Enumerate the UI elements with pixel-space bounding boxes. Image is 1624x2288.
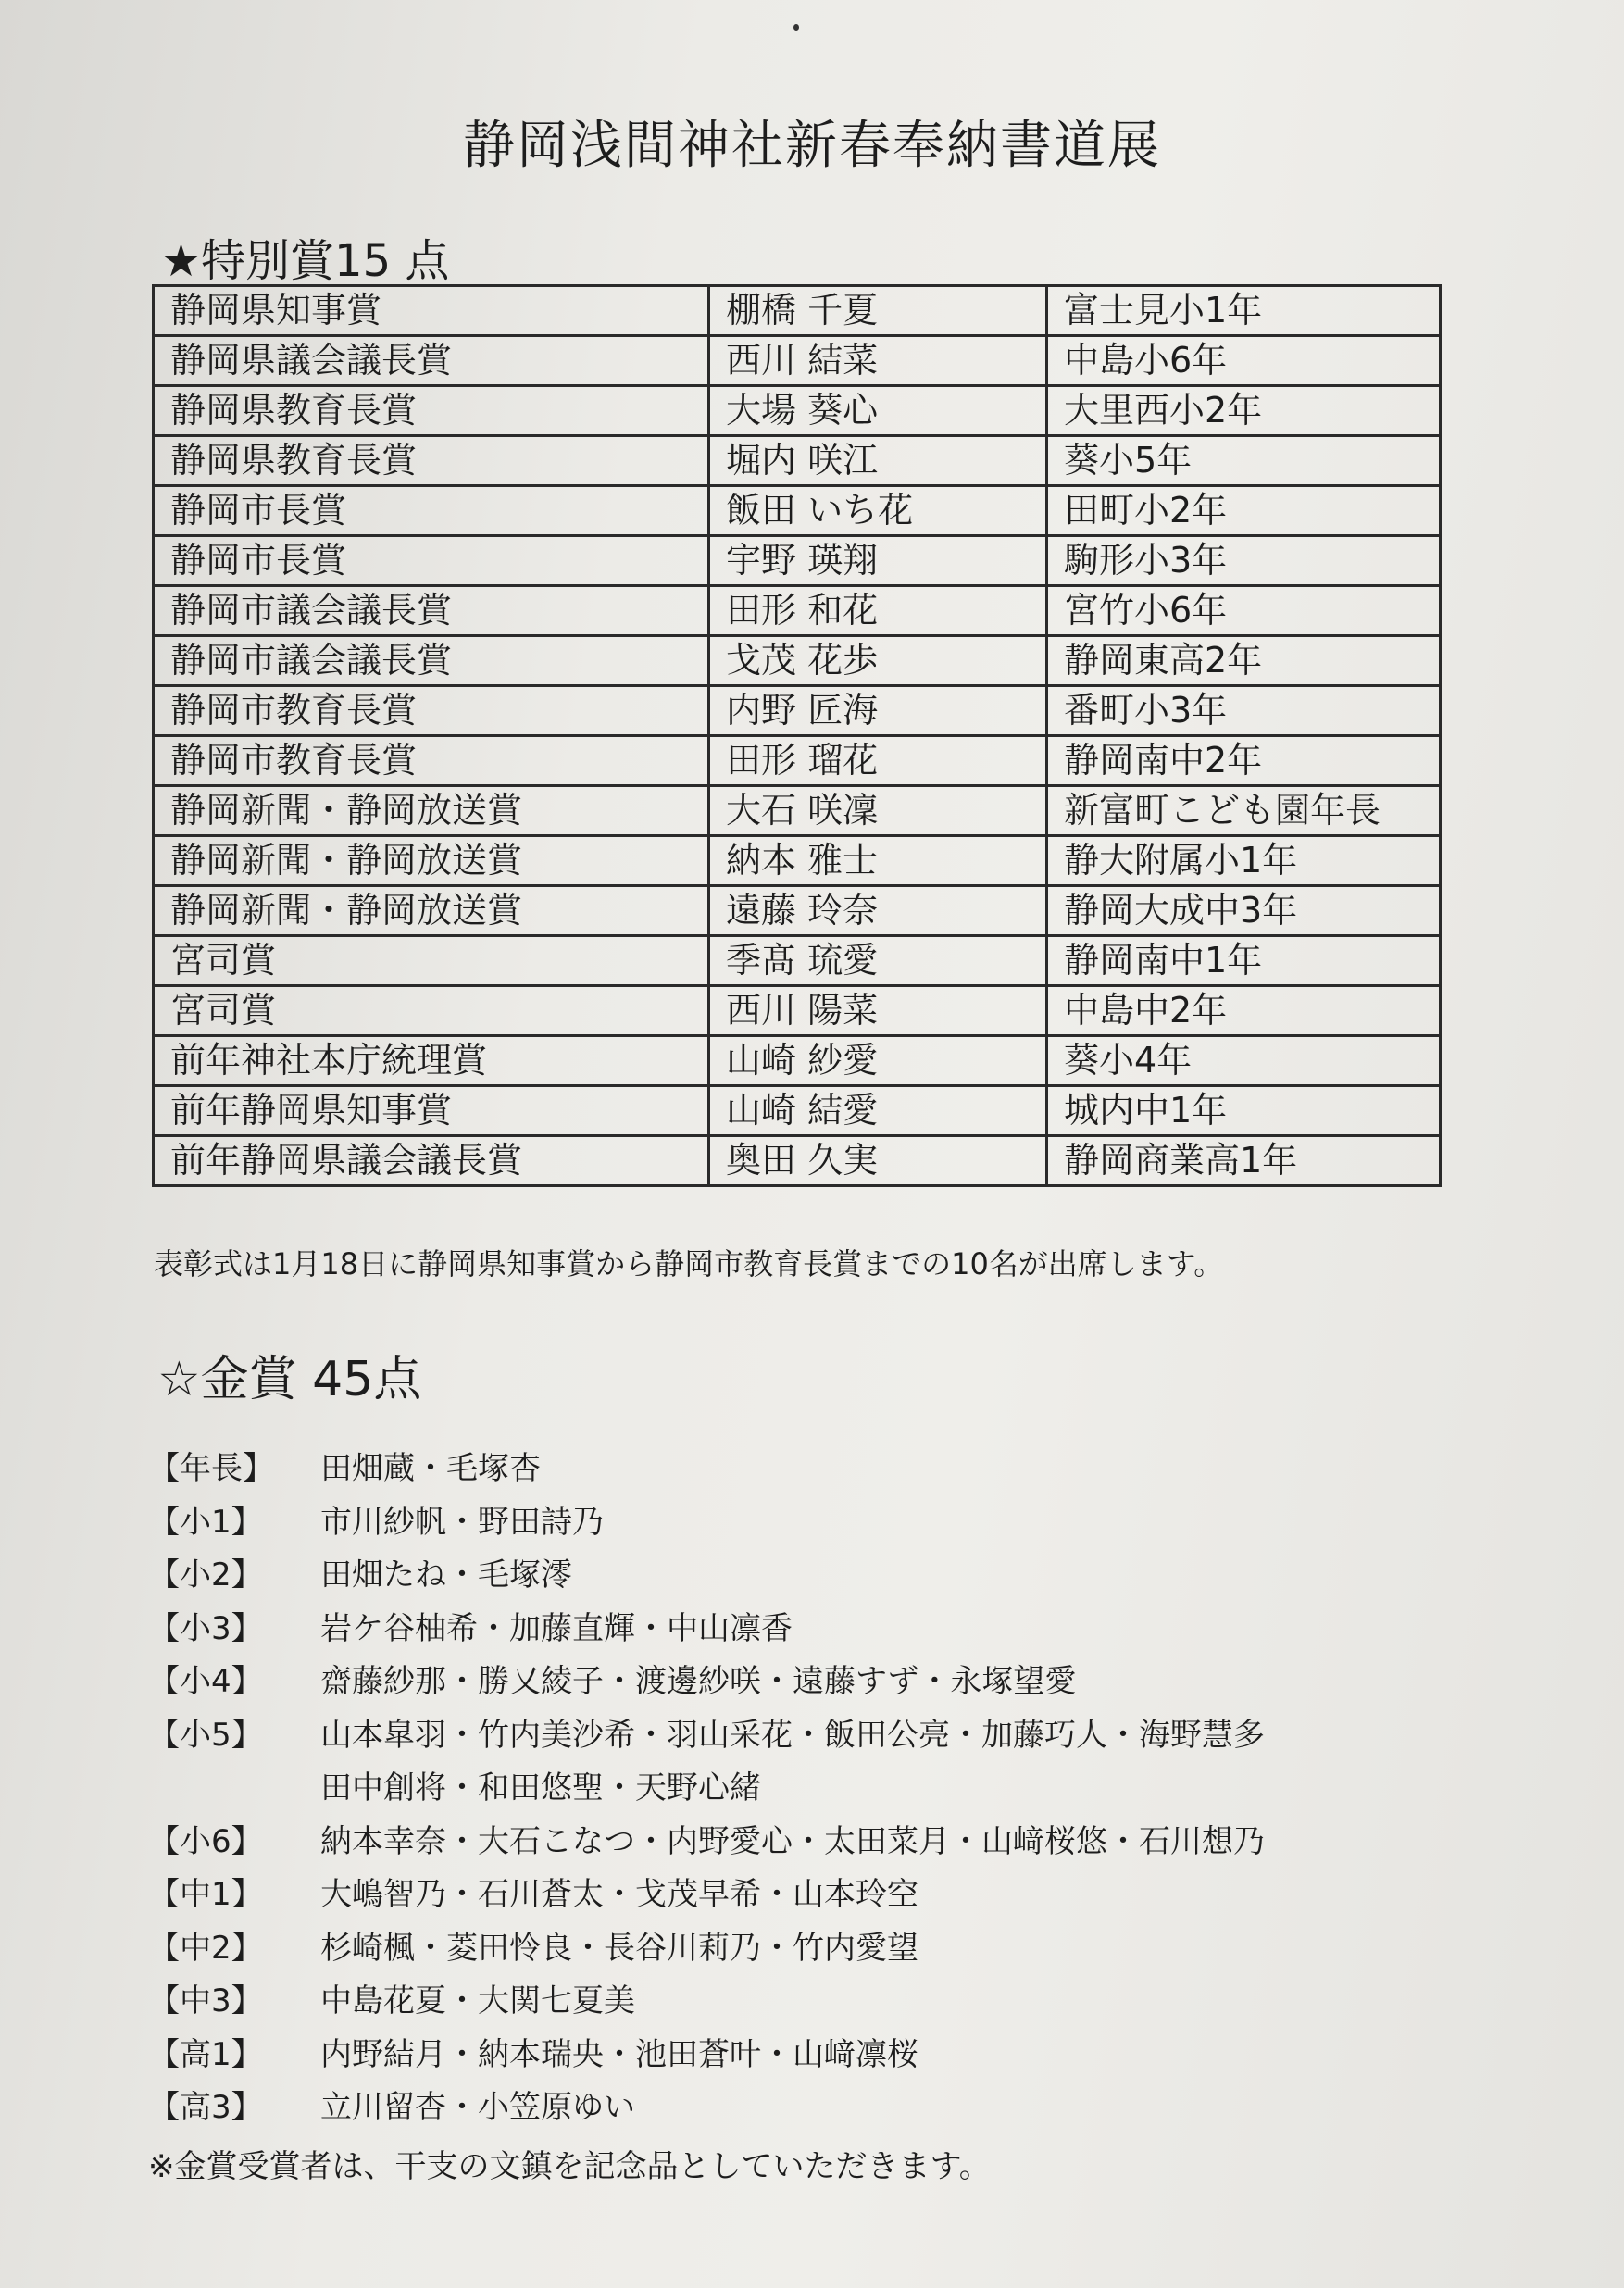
list-item [148, 1869, 1491, 1922]
table-row [154, 386, 1441, 436]
grade-label: 【小4】 [148, 1663, 263, 1700]
special-award-table [152, 284, 1442, 1187]
table-row [154, 836, 1441, 886]
grade-label: 【小6】 [148, 1822, 263, 1860]
list-item [148, 1762, 1491, 1816]
grade-label: 【高3】 [148, 2089, 263, 2126]
winner-name-cell: 山崎 結愛 [709, 1086, 1047, 1136]
winner-names: 市川紗帆・野田詩乃 [320, 1503, 604, 1541]
winner-name-cell: 飯田 いち花 [709, 486, 1047, 536]
school-grade-cell: 静大附属小1年 [1047, 836, 1441, 886]
winner-name-cell: 奥田 久実 [709, 1136, 1047, 1186]
school-grade-cell: 宮竹小6年 [1047, 586, 1441, 636]
award-name-cell: 静岡新聞・静岡放送賞 [154, 886, 709, 936]
table-row [154, 286, 1441, 336]
award-name-cell: 宮司賞 [154, 986, 709, 1036]
grade-label [148, 1762, 320, 1816]
grade-label: 【年長】 [148, 1450, 274, 1487]
list-item [148, 1549, 1491, 1603]
school-grade-cell: 中島小6年 [1047, 336, 1441, 386]
award-name-cell: 宮司賞 [154, 936, 709, 986]
winner-name-cell: 西川 陽菜 [709, 986, 1047, 1036]
winner-name-cell: 田形 瑠花 [709, 736, 1047, 786]
ink-dot [793, 24, 799, 31]
winner-name-cell: 大場 葵心 [709, 386, 1047, 436]
award-name-cell: 静岡市長賞 [154, 486, 709, 536]
award-name-cell: 静岡県知事賞 [154, 286, 709, 336]
school-grade-cell: 番町小3年 [1047, 686, 1441, 736]
gold-award-heading: ☆金賞 45点 [157, 1352, 422, 1407]
winner-name-cell: 西川 結菜 [709, 336, 1047, 386]
school-grade-cell: 葵小4年 [1047, 1036, 1441, 1086]
winner-name-cell: 堀内 咲江 [709, 436, 1047, 486]
school-grade-cell: 静岡南中1年 [1047, 936, 1441, 986]
table-row [154, 686, 1441, 736]
list-item [148, 1496, 1491, 1550]
list-item [148, 1603, 1491, 1657]
award-name-cell: 前年静岡県知事賞 [154, 1086, 709, 1136]
award-name-cell: 静岡市議会議長賞 [154, 586, 709, 636]
table-row [154, 736, 1441, 786]
winner-name-cell: 遠藤 玲奈 [709, 886, 1047, 936]
grade-label: 【小1】 [148, 1503, 263, 1541]
special-award-heading: ★特別賞15 点 [161, 235, 450, 287]
winner-name-cell: 田形 和花 [709, 586, 1047, 636]
school-grade-cell: 城内中1年 [1047, 1086, 1441, 1136]
ceremony-note: 表彰式は1月18日に静岡県知事賞から静岡市教育長賞までの10名が出席します。 [154, 1246, 1224, 1282]
grade-label: 【小2】 [148, 1557, 263, 1594]
award-name-cell: 静岡県教育長賞 [154, 436, 709, 486]
table-row [154, 586, 1441, 636]
winner-names: 立川留杏・小笠原ゆい [320, 2089, 635, 2126]
winner-names: 田中創将・和田悠聖・天野心緒 [320, 1769, 761, 1807]
table-row [154, 336, 1441, 386]
list-item [148, 1975, 1491, 2029]
table-row [154, 886, 1441, 936]
school-grade-cell: 駒形小3年 [1047, 536, 1441, 586]
school-grade-cell: 静岡南中2年 [1047, 736, 1441, 786]
winner-names: 山本皐羽・竹内美沙希・羽山采花・飯田公亮・加藤巧人・海野慧多 [320, 1716, 1265, 1754]
table-row [154, 436, 1441, 486]
grade-label: 【中1】 [148, 1876, 263, 1913]
award-name-cell: 前年静岡県議会議長賞 [154, 1136, 709, 1186]
school-grade-cell: 新富町こども園年長 [1047, 786, 1441, 836]
grade-label: 【中3】 [148, 1982, 263, 2019]
award-name-cell: 静岡県議会議長賞 [154, 336, 709, 386]
winner-names: 齋藤紗那・勝又綾子・渡邊紗咲・遠藤すず・永塚望愛 [320, 1663, 1077, 1700]
table-row [154, 636, 1441, 686]
award-name-cell: 静岡市議会議長賞 [154, 636, 709, 686]
winner-names: 大嶋智乃・石川蒼太・戈茂早希・山本玲空 [320, 1876, 918, 1913]
winner-name-cell: 内野 匠海 [709, 686, 1047, 736]
winner-names: 田畑蔵・毛塚杏 [320, 1450, 541, 1487]
award-name-cell: 静岡市長賞 [154, 536, 709, 586]
winner-names: 杉崎楓・菱田怜良・長谷川莉乃・竹内愛望 [320, 1929, 918, 1967]
table-row [154, 986, 1441, 1036]
award-name-cell: 静岡新聞・静岡放送賞 [154, 786, 709, 836]
list-item [148, 1443, 1491, 1496]
grade-label: 【中2】 [148, 1929, 263, 1967]
school-grade-cell: 富士見小1年 [1047, 286, 1441, 336]
winner-name-cell: 大石 咲凜 [709, 786, 1047, 836]
school-grade-cell: 葵小5年 [1047, 436, 1441, 486]
winner-name-cell: 季髙 琉愛 [709, 936, 1047, 986]
award-name-cell: 静岡市教育長賞 [154, 686, 709, 736]
winner-names: 岩ケ谷柚希・加藤直輝・中山凛香 [320, 1609, 793, 1647]
winner-names: 納本幸奈・大石こなつ・内野愛心・太田菜月・山﨑桜悠・石川想乃 [320, 1822, 1265, 1860]
list-item [148, 1816, 1491, 1869]
table-row [154, 1036, 1441, 1086]
table-row [154, 936, 1441, 986]
special-award-table-body [154, 286, 1441, 1186]
table-row [154, 1136, 1441, 1186]
grade-label: 【小3】 [148, 1609, 263, 1647]
table-row [154, 536, 1441, 586]
table-row [154, 1086, 1441, 1136]
list-item [148, 2082, 1491, 2135]
grade-label: 【小5】 [148, 1716, 263, 1754]
gold-award-list [148, 1443, 1491, 2135]
award-name-cell: 静岡市教育長賞 [154, 736, 709, 786]
list-item [148, 1922, 1491, 1976]
grade-label: 【高1】 [148, 2035, 263, 2073]
winner-name-cell: 納本 雅士 [709, 836, 1047, 886]
school-grade-cell: 田町小2年 [1047, 486, 1441, 536]
school-grade-cell: 静岡大成中3年 [1047, 886, 1441, 936]
list-item [148, 1709, 1491, 1763]
winner-names: 田畑たね・毛塚澪 [320, 1557, 572, 1594]
table-row [154, 486, 1441, 536]
school-grade-cell: 静岡東高2年 [1047, 636, 1441, 686]
award-name-cell: 静岡新聞・静岡放送賞 [154, 836, 709, 886]
school-grade-cell: 静岡商業高1年 [1047, 1136, 1441, 1186]
list-item [148, 2029, 1491, 2082]
school-grade-cell: 大里西小2年 [1047, 386, 1441, 436]
table-row [154, 786, 1441, 836]
winner-name-cell: 宇野 瑛翔 [709, 536, 1047, 586]
award-name-cell: 前年神社本庁統理賞 [154, 1036, 709, 1086]
list-item [148, 1656, 1491, 1709]
winner-name-cell: 戈茂 花歩 [709, 636, 1047, 686]
winner-names: 中島花夏・大関七夏美 [320, 1982, 635, 2019]
gold-award-note: ※金賞受賞者は、干支の文鎮を記念品としていただきます。 [148, 2148, 991, 2185]
award-name-cell: 静岡県教育長賞 [154, 386, 709, 436]
winner-name-cell: 山崎 紗愛 [709, 1036, 1047, 1086]
winner-name-cell: 棚橋 千夏 [709, 286, 1047, 336]
school-grade-cell: 中島中2年 [1047, 986, 1441, 1036]
winner-names: 内野結月・納本瑞央・池田蒼叶・山﨑凛桜 [320, 2035, 918, 2073]
document-title: 静岡浅間神社新春奉納書道展 [463, 116, 1161, 176]
